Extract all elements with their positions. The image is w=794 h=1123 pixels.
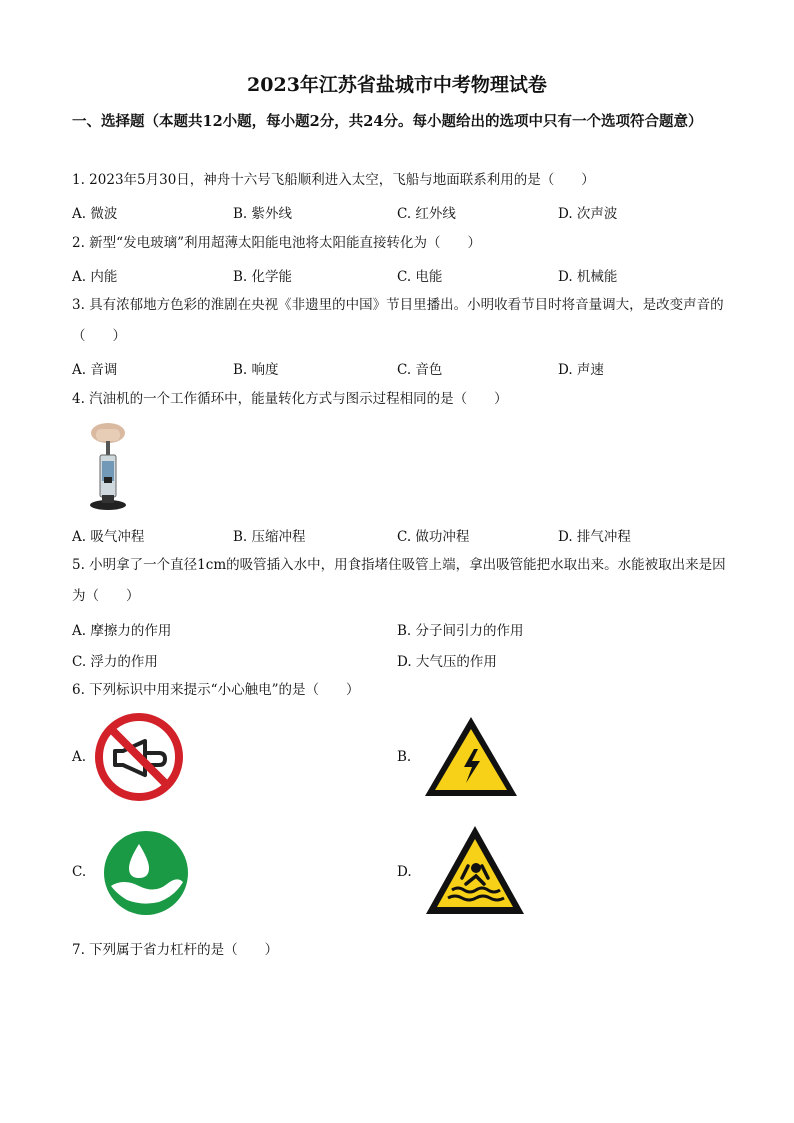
drowning-warning-icon <box>422 822 528 918</box>
water-saving-sign-icon <box>103 830 189 916</box>
option-c: C. 音色 <box>397 362 443 378</box>
option-b-label: B. <box>397 749 412 765</box>
question-6: 6. 下列标识中用来提示“小心触电”的是（ ） <box>72 682 360 698</box>
option-a-label: A. <box>72 749 87 765</box>
option-c: C. 红外线 <box>397 206 456 222</box>
question-4-options <box>72 525 732 551</box>
option-c: C. 浮力的作用 <box>72 654 158 670</box>
option-b: B. 分子间引力的作用 <box>397 623 524 639</box>
question-3: 3. 具有浓郁地方色彩的淮剧在央视《非遗里的中国》节目里播出。小明收看节目时将音量调大，是改变声音的（ ） <box>72 297 724 344</box>
option-d: D. 机械能 <box>558 269 618 285</box>
section-heading: 一、选择题（本题共12小题，每小题2分，共24分。每小题给出的选项中只有一个选项符合题意） <box>72 113 703 130</box>
option-d: D. 排气冲程 <box>558 529 631 545</box>
question-7: 7. 下列属于省力杠杆的是（ ） <box>72 942 279 958</box>
option-a: A. 吸气冲程 <box>72 529 145 545</box>
option-b: B. 响度 <box>233 362 279 378</box>
option-a: A. 微波 <box>72 206 118 222</box>
option-a: A. 内能 <box>72 269 118 285</box>
option-c: C. 做功冲程 <box>397 529 470 545</box>
question-3-options <box>72 358 732 384</box>
question-2-options <box>72 265 732 291</box>
question-2: 2. 新型“发电玻璃”利用超薄太阳能电池将太阳能直接转化为（ ） <box>72 235 481 251</box>
question-5: 5. 小明拿了一个直径1cm的吸管插入水中，用食指堵住吸管上端，拿出吸管能把水取出来。水能被取出来是因为（ ） <box>72 557 726 604</box>
option-d: D. 声速 <box>558 362 604 378</box>
question-1-options <box>72 202 732 228</box>
option-b: B. 压缩冲程 <box>233 529 306 545</box>
option-a: A. 摩擦力的作用 <box>72 623 172 639</box>
question-5-options-row-2 <box>72 650 732 676</box>
question-1: 1. 2023年5月30日，神舟十六号飞船顺利进入太空，飞船与地面联系利用的是（ ） <box>72 172 595 188</box>
option-c: C. 电能 <box>397 269 443 285</box>
no-horn-sign-icon <box>93 711 185 803</box>
pump-figure-image <box>84 421 130 513</box>
option-b: B. 化学能 <box>233 269 293 285</box>
question-5-options-row-1 <box>72 619 732 645</box>
question-4: 4. 汽油机的一个工作循环中，能量转化方式与图示过程相同的是（ ） <box>72 391 508 407</box>
option-d: D. 大气压的作用 <box>397 654 497 670</box>
page-title: 2023年江苏省盐城市中考物理试卷 <box>247 74 547 96</box>
option-d-label: D. <box>397 864 412 880</box>
option-b: B. 紫外线 <box>233 206 293 222</box>
option-a: A. 音调 <box>72 362 118 378</box>
option-c-label: C. <box>72 864 87 880</box>
option-d: D. 次声波 <box>558 206 618 222</box>
electric-shock-warning-icon <box>422 713 520 799</box>
